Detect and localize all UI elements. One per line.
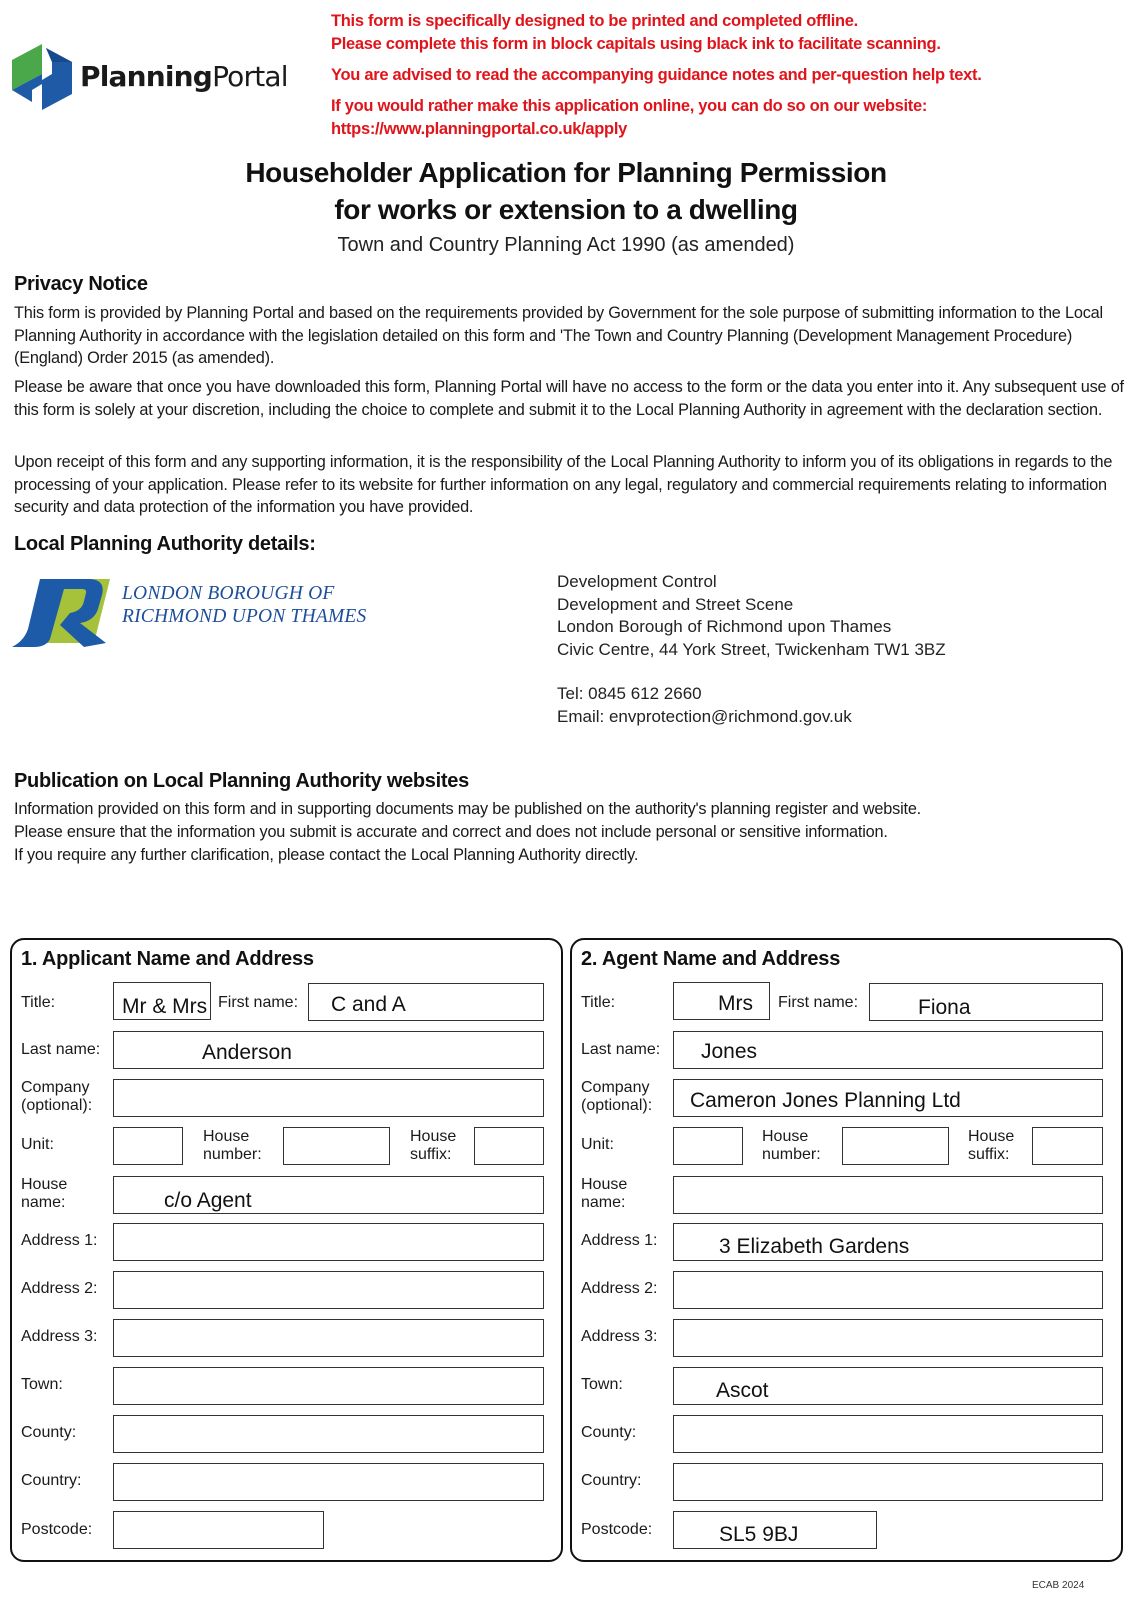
agent-house-suffix-field[interactable]: [1032, 1127, 1103, 1165]
publication-line: If you require any further clarification, please contact the Local Planning Authority directly.: [14, 846, 639, 864]
agent-last-name-field[interactable]: Jones: [673, 1031, 1103, 1069]
address2-label: Address 2:: [21, 1280, 98, 1297]
county-label: County:: [21, 1424, 77, 1441]
applicant-unit-field[interactable]: [113, 1127, 183, 1165]
agent-unit-field[interactable]: [673, 1127, 743, 1165]
first-name-label: First name:: [778, 994, 859, 1011]
company-label: Company (optional):: [581, 1079, 653, 1114]
apply-online-link[interactable]: https://www.planningportal.co.uk/apply: [331, 120, 627, 138]
block-capitals-notice: Please complete this form in block capitals using black ink to facilitate scanning.: [331, 35, 941, 53]
agent-address3-field[interactable]: [673, 1319, 1103, 1357]
house-name-label: House name:: [581, 1176, 628, 1211]
county-label: County:: [581, 1424, 637, 1441]
offline-notice: This form is specifically designed to be printed and completed offline.: [331, 12, 858, 30]
richmond-logo-line-1: LONDON BOROUGH OF: [122, 583, 335, 604]
lpa-address-line: Development Control: [557, 572, 717, 591]
lpa-email[interactable]: Email: envprotection@richmond.gov.uk: [557, 707, 852, 726]
privacy-paragraph: Please be aware that once you have downloaded this form, Planning Portal will have no access to the form or the data you enter into it. Any subsequent use of this form is solely at your discretion, including the choice to complete and submit it to the Local Planning Authority in agreement with the declaration section.: [14, 378, 1124, 419]
applicant-house-number-field[interactable]: [283, 1127, 390, 1165]
lpa-address-line: Civic Centre, 44 York Street, Twickenham TW1 3BZ: [557, 640, 946, 659]
planning-portal-logo-icon: [10, 40, 74, 112]
unit-label: Unit:: [21, 1136, 54, 1153]
richmond-r-icon: [10, 575, 120, 655]
unit-label: Unit:: [581, 1136, 614, 1153]
applicant-address2-field[interactable]: [113, 1271, 544, 1309]
applicant-town-field[interactable]: [113, 1367, 544, 1405]
house-name-label: House name:: [21, 1176, 68, 1211]
address1-label: Address 1:: [581, 1232, 658, 1249]
applicant-address1-field[interactable]: [113, 1223, 544, 1261]
planning-portal-wordmark: PlanningPortal: [80, 59, 288, 93]
publication-line: Please ensure that the information you submit is accurate and correct and does not include personal or sensitive information.: [14, 823, 888, 841]
first-name-label: First name:: [218, 994, 299, 1011]
address1-label: Address 1:: [21, 1232, 98, 1249]
privacy-paragraph: Upon receipt of this form and any supporting information, it is the responsibility of the Local Planning Authority to inform you of its obligations in regards to the processing of your application. Please refer to its website for further information on any legal, regulatory and commercial requirements relating to information security and data protection of the information you have provided.: [14, 453, 1113, 516]
applicant-title-field[interactable]: Mr & Mrs: [113, 982, 211, 1020]
lpa-address-line: London Borough of Richmond upon Thames: [557, 617, 892, 636]
agent-postcode-field[interactable]: SL5 9BJ: [673, 1511, 877, 1549]
agent-title-field[interactable]: Mrs: [673, 982, 770, 1020]
agent-first-name-field[interactable]: Fiona: [869, 983, 1103, 1021]
applicant-house-suffix-field[interactable]: [474, 1127, 544, 1165]
applicant-company-field[interactable]: [113, 1079, 544, 1117]
agent-county-field[interactable]: [673, 1415, 1103, 1453]
agent-section: [570, 938, 1123, 1562]
applicant-address3-field[interactable]: [113, 1319, 544, 1357]
house-number-label: House number:: [762, 1128, 821, 1163]
publication-heading: Publication on Local Planning Authority websites: [14, 770, 469, 792]
town-label: Town:: [581, 1376, 623, 1393]
richmond-logo-line-2: RICHMOND UPON THAMES: [122, 606, 367, 627]
postcode-label: Postcode:: [21, 1521, 93, 1538]
address3-label: Address 3:: [581, 1328, 658, 1345]
agent-house-number-field[interactable]: [842, 1127, 949, 1165]
title-label: Title:: [581, 994, 616, 1011]
agent-company-field[interactable]: Cameron Jones Planning Ltd: [673, 1079, 1103, 1117]
applicant-postcode-field[interactable]: [113, 1511, 324, 1549]
applicant-last-name-field[interactable]: Anderson: [113, 1031, 544, 1069]
form-code: ECAB 2024: [1032, 1580, 1085, 1591]
form-subtitle: Town and Country Planning Act 1990 (as amended): [337, 234, 795, 256]
publication-line: Information provided on this form and in supporting documents may be published on the authority's planning register and website.: [14, 800, 921, 818]
house-number-label: House number:: [203, 1128, 262, 1163]
guidance-notice: You are advised to read the accompanying guidance notes and per-question help text.: [331, 66, 982, 84]
form-title-line-2: for works or extension to a dwelling: [334, 194, 798, 225]
agent-address1-field[interactable]: 3 Elizabeth Gardens: [673, 1223, 1103, 1261]
agent-house-name-field[interactable]: [673, 1176, 1103, 1214]
agent-heading: 2. Agent Name and Address: [581, 948, 841, 970]
privacy-paragraph: This form is provided by Planning Portal and based on the requirements provided by Government for the sole purpose of submitting information to the Local Planning Authority in accordance with the legislation detailed on this form and 'The Town and Country Planning (Development Management Procedure) (England) Order 2015 (as amended).: [14, 304, 1103, 367]
form-title-line-1: Householder Application for Planning Permission: [245, 157, 887, 188]
agent-address2-field[interactable]: [673, 1271, 1103, 1309]
agent-town-field[interactable]: Ascot: [673, 1367, 1103, 1405]
agent-country-field[interactable]: [673, 1463, 1103, 1501]
postcode-label: Postcode:: [581, 1521, 653, 1538]
address2-label: Address 2:: [581, 1280, 658, 1297]
country-label: Country:: [581, 1472, 642, 1489]
applicant-house-name-field[interactable]: c/o Agent: [113, 1176, 544, 1214]
address3-label: Address 3:: [21, 1328, 98, 1345]
planning-portal-logo: [10, 40, 290, 112]
last-name-label: Last name:: [581, 1041, 661, 1058]
country-label: Country:: [21, 1472, 82, 1489]
lpa-telephone: Tel: 0845 612 2660: [557, 684, 702, 703]
privacy-heading: Privacy Notice: [14, 273, 148, 295]
lpa-address-line: Development and Street Scene: [557, 595, 794, 614]
company-label: Company (optional):: [21, 1079, 93, 1114]
applicant-country-field[interactable]: [113, 1463, 544, 1501]
lpa-heading: Local Planning Authority details:: [14, 533, 316, 555]
last-name-label: Last name:: [21, 1041, 101, 1058]
town-label: Town:: [21, 1376, 63, 1393]
applicant-county-field[interactable]: [113, 1415, 544, 1453]
house-suffix-label: House suffix:: [410, 1128, 457, 1163]
title-label: Title:: [21, 994, 56, 1011]
house-suffix-label: House suffix:: [968, 1128, 1015, 1163]
online-notice: If you would rather make this application online, you can do so on our website:: [331, 97, 928, 115]
richmond-council-logo: [10, 575, 390, 655]
applicant-section: [10, 938, 563, 1562]
applicant-heading: 1. Applicant Name and Address: [21, 948, 314, 970]
applicant-first-name-field[interactable]: C and A: [308, 983, 544, 1021]
